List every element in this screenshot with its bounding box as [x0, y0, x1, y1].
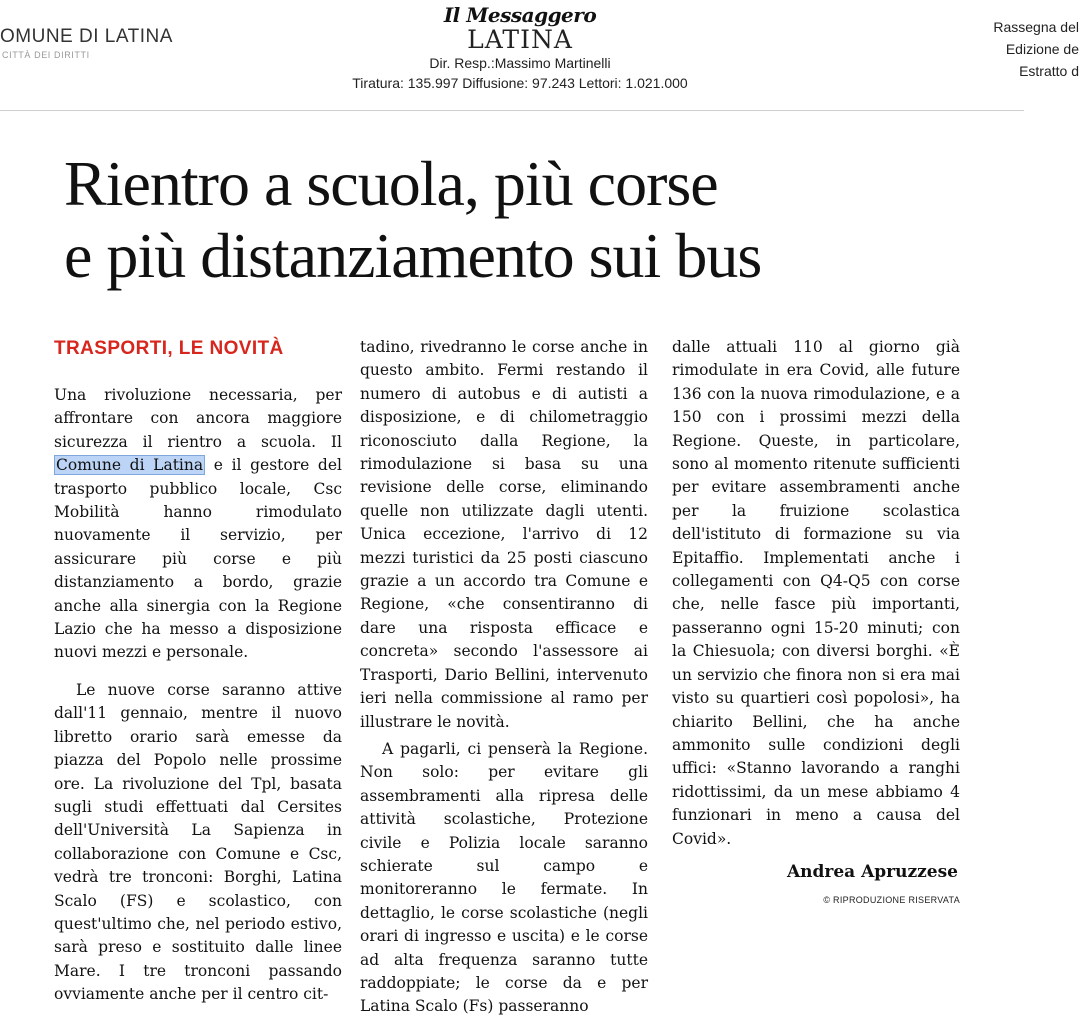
comune-logo	[0, 26, 190, 60]
article-column-3	[672, 336, 960, 912]
rassegna-line-2: Edizione de	[1005, 41, 1079, 57]
article-author: Andrea Apruzzese	[786, 861, 958, 882]
newspaper-name: Il Messaggero	[443, 3, 597, 27]
rassegna-line-3: Estratto d	[1019, 63, 1079, 79]
comune-logo-tagline: CITTÀ DEI DIRITTI	[2, 50, 90, 60]
paragraph-2-continued: tadino, rivedranno le corse anche in questo ambito. Fermi restando il numero di autobus e di autisti a disposizione, e di chilometraggio riconosciuto dalla Regione, la rimodulazione si basa su una revisione delle corse, eliminando quelle non utilizzate dagli utenti. Unica eccezione, l'arrivo di 12 mezzi turistici da 25 posti ciascuno grazie a un accordo tra Comune e Regione, «che consentiranno di dare una risposta efficace e concreta» secondo l'assessore ai Trasporti, Dario Bellini, intervenuto ieri nella commissione al ramo per illustrare le novità.	[360, 338, 648, 731]
comune-logo-name: OMUNE DI LATINA	[0, 26, 173, 47]
newspaper-edition-city: LATINA	[467, 25, 573, 54]
rassegna-info	[890, 16, 1079, 82]
rassegna-line-1: Rassegna del	[993, 19, 1079, 35]
article-headline	[64, 148, 1014, 292]
article-column-2	[360, 336, 648, 1019]
paragraph-1-start: Una rivoluzione necessaria, per affrontare con ancora maggiore sicurezza il rientro a scuola. Il	[54, 386, 342, 451]
paragraph-3-continued: dalle attuali 110 al giorno già rimodulate in era Covid, alle future 136 con la nuova rimodulazione, e a 150 con i prossimi mezzi della Regione. Queste, in particolare, sono al momento ritenute sufficienti per evitare assembramenti anche per la fruizione scolastica dell'istituto di formazione su via Epitaffio. Implementati anche i collegamenti con Q4-Q5 con corse che, nelle fasce più importanti, passeranno ogni 15-20 minuti; con la Chiesuola; con diversi borghi. «È un servizio che finora non si era mai visto su quartieri così popolosi», ha chiarito Bellini, che ha anche ammonito sulle condizioni degli uffici: «Stanno lavorando a ranghi ridottissimi, da un mese abbiamo 4 funzionari in meno a causa del Covid».	[672, 338, 960, 848]
paragraph-1	[54, 384, 342, 665]
paragraph-2: Le nuove corse saranno attive dall'11 gennaio, mentre il nuovo libretto orario sarà emesse da piazza del Popolo nelle prossime ore. La rivoluzione del Tpl, basata sugli studi effettuati dal Cersites dell'Università La Sapienza in collaborazione con Comune e Csc, vedrà tre tronconi: Borghi, Latina Scalo (FS) e scolastico, con quest'ultimo che, nel periodo estivo, sarà preso e sostituito dalle linee Mare. I tre tronconi passando ovviamente anche per il centro cit-	[54, 680, 342, 1004]
director-line: Dir. Resp.:Massimo Martinelli	[429, 55, 611, 71]
section-kicker: TRASPORTI, LE NOVITÀ	[54, 338, 284, 359]
highlighted-comune-di-latina[interactable]: Comune di Latina	[56, 456, 204, 475]
newspaper-masthead	[290, 4, 810, 93]
headline-line-1: Rientro a scuola, più corse	[64, 148, 718, 219]
headline-line-2: e più distanziamento sui bus	[64, 220, 762, 291]
circulation-stats: Tiratura: 135.997 Diffusione: 97.243 Lettori: 1.021.000	[352, 75, 688, 91]
article-column-1	[54, 336, 342, 1007]
copyright-notice: © RIPRODUZIONE RISERVATA	[823, 894, 960, 905]
clipping-header	[0, 0, 1079, 111]
paragraph-1-end: e il gestore del trasporto pubblico locale, Csc Mobilità hanno rimodulato nuovamente il servizio, per assicurare più corse e più distanziamento a bordo, grazie anche alla sinergia con la Regione Lazio che ha messo a disposizione nuovi mezzi e personale.	[54, 456, 342, 662]
paragraph-3: A pagarli, ci penserà la Regione. Non solo: per evitare gli assembramenti alla ripresa delle attività scolastiche, Protezione civile e Polizia locale saranno schierate sul campo e monitoreranno le fermate. In dettaglio, le corse scolastiche (negli orari di ingresso e uscita) e le corse ad alta frequenza saranno tutte raddoppiate; le corse da e per Latina Scalo (Fs) passeranno	[360, 739, 648, 1016]
